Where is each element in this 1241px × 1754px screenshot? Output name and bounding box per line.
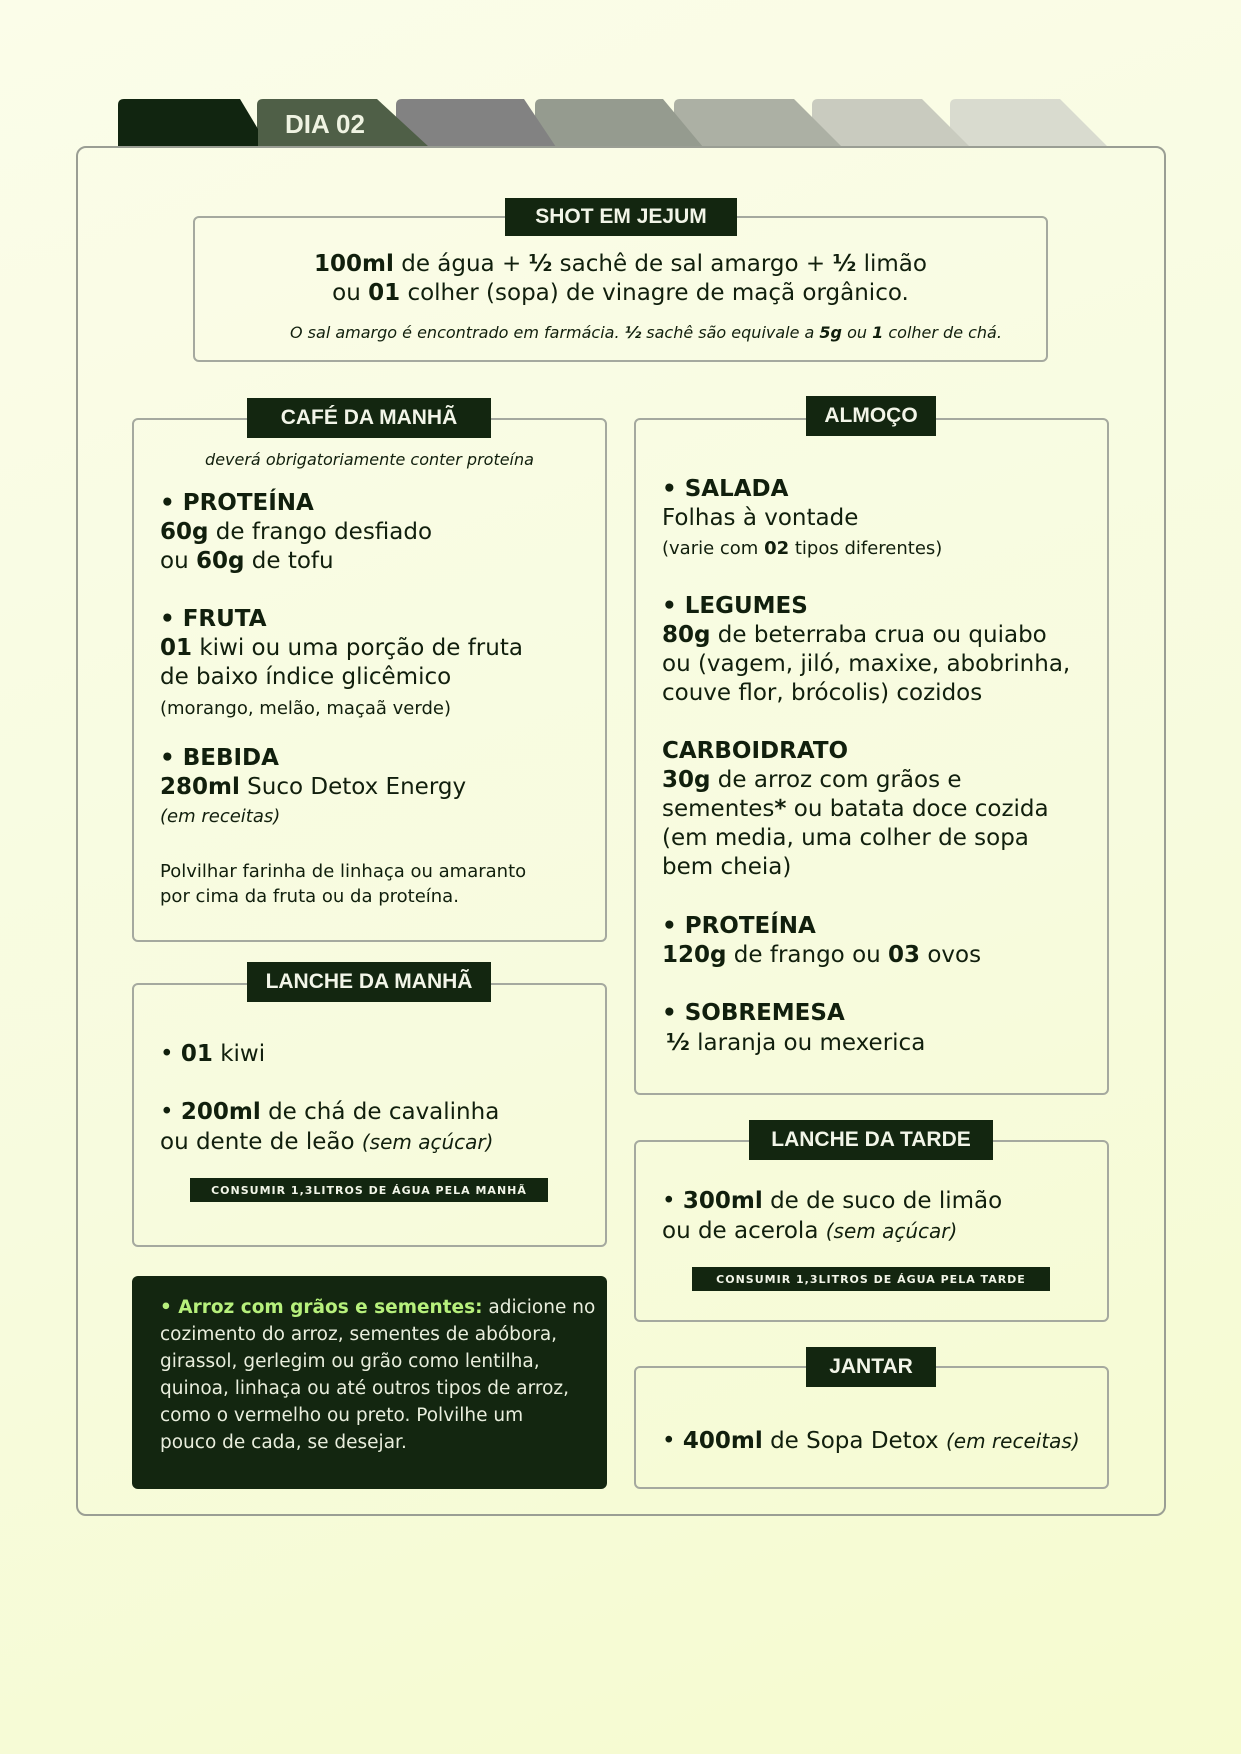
water-reminder-morning: CONSUMIR 1,3LITROS DE ÁGUA PELA MANHÃ [190,1178,548,1202]
almoco-protein-heading: • PROTEÍNA [662,913,816,939]
almoco-legumes-line-3: couve flor, brócolis) cozidos [662,680,983,706]
almoco-title: ALMOÇO [806,396,936,436]
almoco-legumes-line-2: ou (vagem, jiló, maxixe, abobrinha, [662,651,1071,677]
almoco-carb-line-3: (em media, uma colher de sopa [662,825,1029,851]
rice-note-line-1: • Arroz com grãos e sementes: adicione no [160,1297,596,1318]
rice-note-line-6: pouco de cada, se desejar. [160,1432,407,1453]
rice-note-line-4: quinoa, linhaça ou até outros tipos de arroz, [160,1378,570,1399]
cafe-tip-line-2: por cima da fruta ou da proteína. [160,886,459,907]
cafe-drink-heading: • BEBIDA [160,745,279,771]
shot-line-1: 100ml de água + ½ sachê de sal amargo + ½ limão [314,251,927,277]
cafe-drink-line-2: (em receitas) [160,806,281,827]
lanche-manha-item-2: • 200ml de chá de cavalinha [160,1099,500,1125]
cafe-protein-heading: • PROTEÍNA [160,490,314,516]
almoco-carb-line-4: bem cheia) [662,854,792,880]
almoco-dessert-line-1: ½ laranja ou mexerica [666,1030,926,1056]
lanche-tarde-title: LANCHE DA TARDE [749,1120,993,1160]
almoco-carb-heading: CARBOIDRATO [662,738,849,764]
almoco-salad-heading: • SALADA [662,476,789,502]
rice-note-line-5: como o vermelho ou preto. Polvilhe um [160,1405,524,1426]
almoco-legumes-line-1: 80g de beterraba crua ou quiabo [662,622,1047,648]
cafe-fruit-line-3: (morango, melão, maçaã verde) [160,698,451,719]
cafe-fruit-line-1: 01 kiwi ou uma porção de fruta [160,635,523,661]
cafe-subtitle: deverá obrigatoriamente conter proteína [205,450,534,469]
almoco-carb-line-1: 30g de arroz com grãos e [662,767,962,793]
almoco-protein-line-1: 120g de frango ou 03 ovos [662,942,982,968]
shot-line-2: ou 01 colher (sopa) de vinagre de maçã orgânico. [332,280,909,306]
rice-note-line-2: cozimento do arroz, sementes de abóbora, [160,1324,558,1345]
cafe-drink-line-1: 280ml Suco Detox Energy [160,774,467,800]
almoco-dessert-heading: • SOBREMESA [662,1000,845,1026]
water-reminder-afternoon: CONSUMIR 1,3LITROS DE ÁGUA PELA TARDE [692,1267,1050,1291]
jantar-title: JANTAR [806,1347,936,1387]
cafe-fruit-line-2: de baixo índice glicêmico [160,664,452,690]
almoco-salad-line-2: (varie com 02 tipos diferentes) [662,538,943,559]
rice-note-line-3: girassol, gerlegim ou grão como lentilha, [160,1351,540,1372]
cafe-tip-line-1: Polvilhar farinha de linhaça ou amaranto [160,861,527,882]
almoco-salad-line-1: Folhas à vontade [662,505,859,531]
jantar-item-1: • 400ml de Sopa Detox (em receitas) [662,1428,1080,1454]
shot-title: SHOT EM JEJUM [505,198,737,236]
cafe-fruit-heading: • FRUTA [160,606,267,632]
lanche-manha-title: LANCHE DA MANHÃ [247,962,491,1002]
cafe-title: CAFÉ DA MANHÃ [247,398,491,438]
lanche-manha-item-1: • 01 kiwi [160,1041,266,1067]
tab-label: DIA 02 [285,109,365,139]
shot-note: O sal amargo é encontrado em farmácia. ½ sachê são equivale a 5g ou 1 colher de chá. [290,323,1002,342]
lanche-tarde-item-1: • 300ml de de suco de limão [662,1188,1003,1214]
lanche-manha-item-3: ou dente de leão (sem açúcar) [160,1129,494,1155]
rice-note [132,1276,607,1489]
almoco-legumes-heading: • LEGUMES [662,593,808,619]
tab-shape [118,99,258,147]
lanche-tarde-item-2: ou de acerola (sem açúcar) [662,1218,958,1244]
tab-day-02[interactable] [257,99,432,147]
tab-day-01[interactable] [118,99,258,147]
cafe-protein-line-1: 60g de frango desfiado [160,519,433,545]
almoco-carb-line-2: sementes* ou batata doce cozida [662,796,1049,822]
cafe-protein-line-2: ou 60g de tofu [160,548,334,574]
